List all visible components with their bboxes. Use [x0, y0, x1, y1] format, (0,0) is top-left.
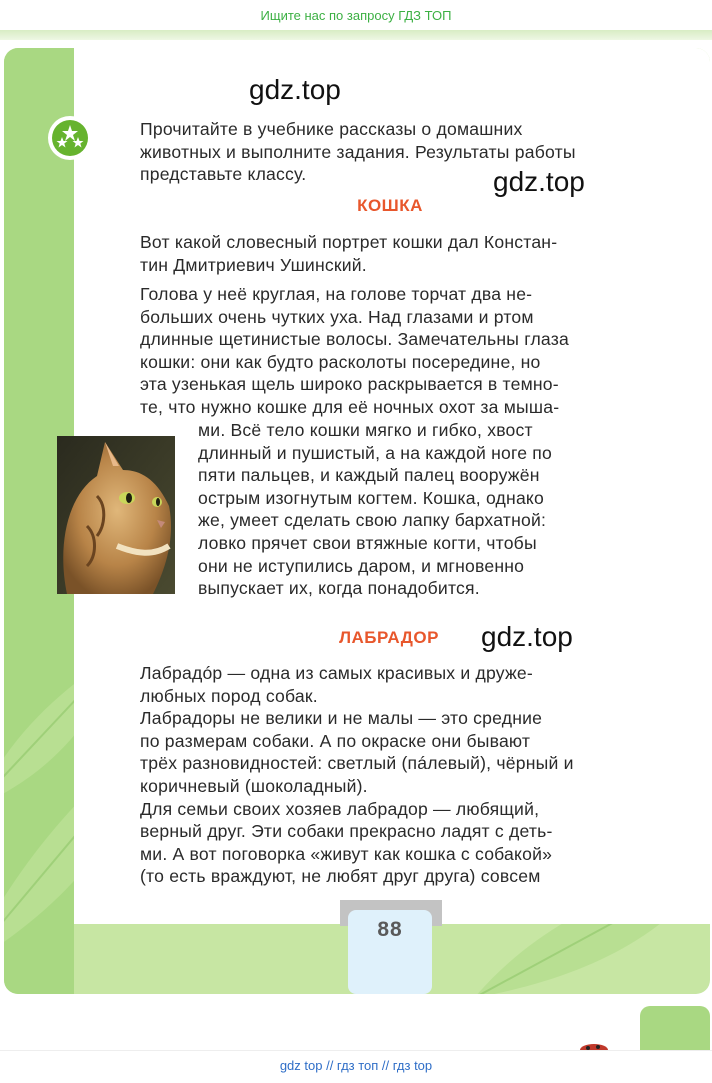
text-line: Вот какой словесный портрет кошки дал Констан-: [140, 232, 558, 252]
text-line: по размерам собаки. А по окраске они бывают: [140, 730, 531, 751]
cat-body-wrapped: [198, 419, 664, 600]
text-line: они не иступились даром, и мгновенно: [198, 555, 525, 576]
text-line: длинный и пушистый, а на каждой ноге по: [198, 442, 553, 463]
text-line: Для семьи своих хозяев лабрадор — любящий,: [140, 798, 540, 819]
text-line: кошки: они как будто расколоты посередине, но: [140, 351, 541, 372]
page-number-box: [348, 910, 432, 994]
task-text-block: [140, 118, 664, 186]
previous-page-edge: [0, 30, 712, 40]
watermark: gdz.top: [249, 74, 341, 105]
bottom-bar[interactable]: [0, 1050, 712, 1083]
labrador-section-title: ЛАБРАДОР: [339, 628, 439, 647]
cat-intro: [140, 231, 664, 276]
three-stars-icon: [52, 120, 88, 156]
text-line: ловко прячет свои втяжные когти, чтобы: [198, 532, 537, 553]
text-line: больших очень чутких уха. Над глазами и ртом: [140, 306, 534, 327]
text-line: ми. Всё тело кошки мягко и гибко, хвост: [198, 420, 533, 440]
task-line: животных и выполните задания. Результаты работы: [140, 141, 576, 162]
text-line: ми. А вот поговорка «живут как кошка с собакой»: [140, 843, 553, 864]
cat-section-title: КОШКА: [357, 196, 423, 215]
labrador-body: [140, 662, 664, 888]
next-page-margin: [640, 1006, 710, 1050]
text-line: острым изогнутым когтем. Кошка, однако: [198, 487, 545, 508]
cat-photo: [57, 436, 175, 594]
text-line: (то есть враждуют, не любят друг друга) совсем: [140, 866, 541, 887]
text-line: Голова у неё круглая, на голове торчат два не-: [140, 284, 533, 304]
task-line: Прочитайте в учебнике рассказы о домашних: [140, 119, 523, 139]
next-page-edge: [4, 1006, 638, 1050]
text-line: тин Дмитриевич Ушинский.: [140, 254, 367, 275]
top-banner[interactable]: [0, 0, 712, 34]
page-number: 88: [377, 918, 403, 941]
text-line: верный друг. Эти собаки прекрасно ладят с деть-: [140, 821, 553, 842]
top-banner-text[interactable]: Ищите нас по запросу ГДЗ ТОП: [260, 8, 452, 23]
text-line: длинные щетинистые волосы. Замечательны глаза: [140, 329, 569, 350]
watermark: gdz.top: [493, 166, 585, 197]
text-line: те, что нужно кошке для её ночных охот за мыша-: [140, 396, 560, 417]
text-line: выпускает их, когда понадобится.: [198, 578, 480, 599]
text-line: коричневый (шоколадный).: [140, 775, 368, 796]
watermark: gdz.top: [481, 621, 573, 652]
text-line: Лабрадоры не велики и не малы — это средние: [140, 708, 543, 729]
text-line: пяти пальцев, и каждый палец вооружён: [198, 465, 540, 486]
text-line: трёх разновидностей: светлый (пáлевый), чёрный и: [140, 753, 574, 774]
text-line: же, умеет сделать свою лапку бархатной:: [198, 510, 547, 531]
text-line: любных пород собак.: [140, 685, 318, 706]
text-line: эта узенькая щель широко раскрывается в темно-: [140, 374, 559, 395]
task-badge: [48, 116, 92, 160]
task-line: представьте классу.: [140, 164, 307, 185]
text-line: Лабрадóр — одна из самых красивых и друже-: [140, 663, 533, 683]
cat-body: [140, 283, 664, 419]
bottom-bar-links[interactable]: gdz top // гдз топ // гдз top: [279, 1058, 433, 1073]
